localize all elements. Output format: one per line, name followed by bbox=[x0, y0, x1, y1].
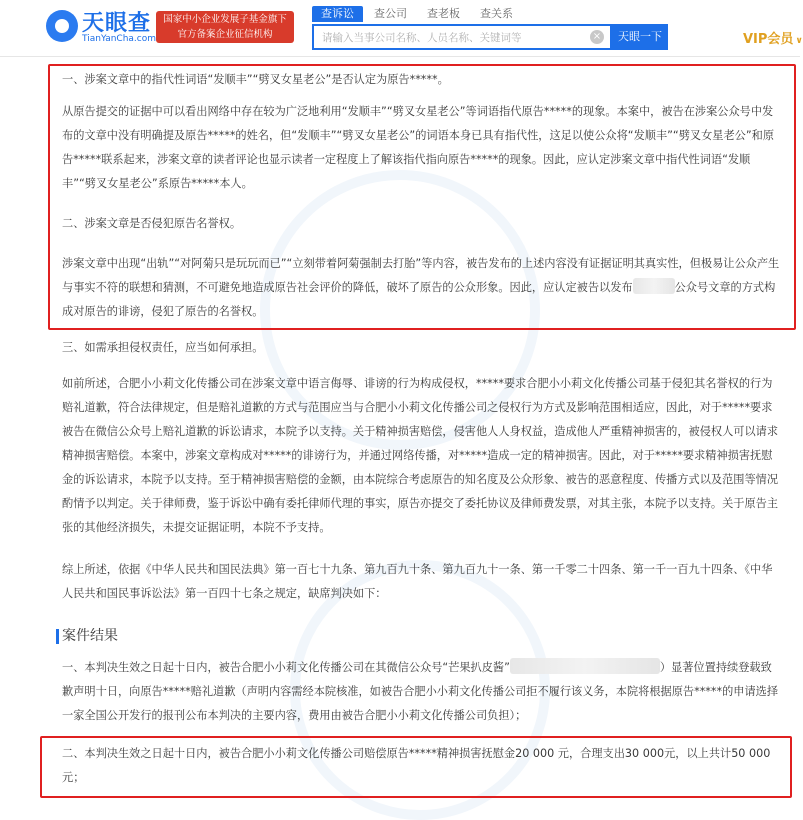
tab-lawsuit[interactable]: 查诉讼 bbox=[312, 6, 363, 22]
section-bar bbox=[56, 629, 59, 644]
judgment-item-1-part-2: ）显著位置持续登载致歉声明十日，向原告*****赔礼道歉（声明内容需经本院核准，如被告合肥小小莉文化传播公司拒不履行该义务，本院将根据原告*****的申请选择一家全国公开发行的报刊公布本判决的主要内容，费用由被告合肥小小莉文化传播公司负担）； bbox=[62, 661, 779, 722]
tab-relation[interactable]: 查关系 bbox=[480, 7, 513, 20]
logo-name[interactable]: 天眼查 bbox=[82, 11, 152, 36]
redacted-blur bbox=[510, 658, 660, 674]
paragraph-defamation bbox=[62, 252, 780, 324]
search-button[interactable]: 天眼一下 bbox=[612, 24, 668, 50]
case-result-title: 案件结果 bbox=[62, 628, 118, 644]
site-header bbox=[0, 0, 803, 57]
badge-line-2: 官方备案企业征信机构 bbox=[177, 29, 273, 40]
section-heading-2: 二、涉案文章是否侵犯原告名誉权。 bbox=[62, 217, 242, 230]
search-input[interactable] bbox=[314, 26, 594, 50]
certification-badge bbox=[156, 11, 294, 43]
tianyancha-logo-icon[interactable] bbox=[46, 10, 78, 42]
badge-line-1: 国家中小企业发展子基金旗下 bbox=[163, 14, 287, 25]
judgment-item-1-part-1: 一、本判决生效之日起十日内，被告合肥小小莉文化传播公司在其微信公众号“芒果扒皮酱” bbox=[62, 661, 510, 674]
vip-menu[interactable] bbox=[743, 28, 803, 47]
tab-boss[interactable]: 查老板 bbox=[427, 7, 460, 20]
chevron-down-icon: ∨ bbox=[795, 36, 803, 46]
clear-icon[interactable]: × bbox=[590, 30, 604, 44]
paragraph-defamation-part-1: 涉案文章中出现“出轨”“对阿菊只是玩玩而已”“立刻带着阿菊强制去打胎”等内容，被告发布的上述内容没有证据证明其真实性，但极易让公众产生与事实不符的联想和猜测，不可避免地造成原告社会评价的降低，破坏了原告的公众形象。因此，应认定被告以发布 bbox=[62, 257, 780, 294]
paragraph-defamation-part-2: 公众号文章的方式构成对原告的诽谤，侵犯了原告的名誉权。 bbox=[62, 281, 776, 318]
search-box bbox=[312, 24, 612, 50]
vip-label: VIP会员 bbox=[743, 32, 794, 47]
paragraph-reference: 从原告提交的证据中可以看出网络中存在较为广泛地利用“发顺丰”“劈叉女星老公”等词语指代原告*****的现象。本案中，被告在涉案公众号中发布的文章中没有明确提及原告*****的姓名，但“发顺丰”“劈叉女星老公”的词语本身已具有指代性，这足以使公众将“发顺丰”“劈叉女星老公”和原告*****联系起来，涉案文章的读者评论也显示读者一定程度上了解该指代指向原告*****的现象。因此，应认定涉案文章中指代性词语“发顺丰”“劈叉女星老公”系原告*****本人。 bbox=[62, 105, 775, 190]
redacted-blur bbox=[633, 278, 675, 294]
search-tabs bbox=[312, 6, 522, 22]
paragraph-legal-basis: 综上所述，依据《中华人民共和国民法典》第一百七十九条、第九百九十条、第九百九十一条、第一千零二十四条、第一千一百九十四条、《中华人民共和国民事诉讼法》第一百四十七条之规定，缺席判决如下： bbox=[62, 563, 773, 600]
section-heading-3: 三、如需承担侵权责任，应当如何承担。 bbox=[62, 341, 264, 354]
judgment-item-1 bbox=[62, 656, 780, 728]
section-heading-1: 一、涉案文章中的指代性词语“发顺丰”“劈叉女星老公”是否认定为原告*****。 bbox=[62, 73, 449, 86]
paragraph-liability: 如前所述，合肥小小莉文化传播公司在涉案文章中语言侮辱、诽谤的行为构成侵权，*****要求合肥小小莉文化传播公司基于侵犯其名誉权的行为赔礼道歉，符合法律规定，但是赔礼道歉的方式与范围应当与合肥小小莉文化传播公司之侵权行为方式及影响范围相适应，因此，对于*****要求被告在微信公众号上赔礼道歉的诉讼请求，本院予以支持。关于精神损害赔偿，侵害他人人身权益，造成他人严重精神损害的，被侵权人可以请求精神损害赔偿。本案中，涉案文章构成对*****的诽谤行为，并通过网络传播，对*****造成一定的精神损害。因此，对于*****要求精神损害抚慰金的诉讼请求，本院予以支持。至于精神损害赔偿的金额，由本院综合考虑原告的知名度及公众形象、被告的恶意程度、传播方式以及范围等情况酌情予以判定。关于律师费，鉴于诉讼中确有委托律师代理的事实，原告亦提交了委托协议及律师费发票，对其主张，本院予以支持。关于原告主张的其他经济损失，未提交证据证明，本院不予支持。 bbox=[62, 377, 779, 534]
tab-company[interactable]: 查公司 bbox=[374, 7, 407, 20]
logo-domain: TianYanCha.com bbox=[82, 34, 157, 44]
judgment-item-2: 二、本判决生效之日起十日内，被告合肥小小莉文化传播公司赔偿原告*****精神损害抚慰金20 000 元，合理支出30 000元，以上共计50 000 元； bbox=[62, 747, 771, 784]
